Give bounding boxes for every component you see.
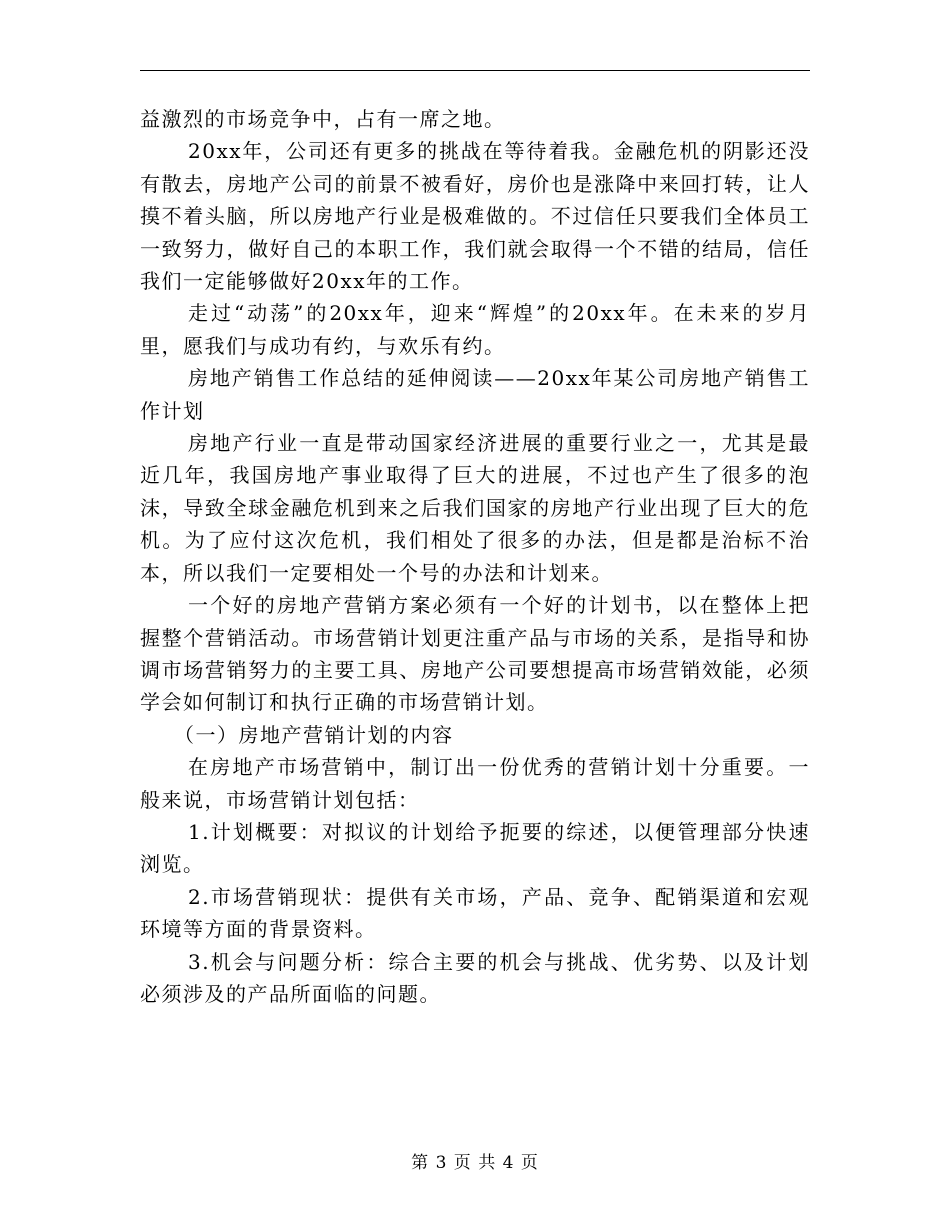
paragraph: 房地产销售工作总结的延伸阅读——20xx年某公司房地产销售工作计划 bbox=[140, 366, 810, 423]
page-number-footer: 第 3 页 共 4 页 bbox=[411, 1153, 539, 1173]
header-rule bbox=[140, 70, 810, 71]
document-body bbox=[140, 103, 810, 1010]
paragraph: 一个好的房地产营销方案必须有一个好的计划书，以在整体上把握整个营销活动。市场营销计划更注重产品与市场的关系，是指导和协调市场营销努力的主要工具、房地产公司要想提高市场营销效能，必须学会如何制订和执行正确的市场营销计划。 bbox=[140, 593, 810, 715]
list-item: 1.计划概要：对拟议的计划给予扼要的综述，以便管理部分快速浏览。 bbox=[140, 819, 810, 877]
paragraph: 房地产行业一直是带动国家经济进展的重要行业之一，尤其是最近几年，我国房地产事业取得了巨大的进展，不过也产生了很多的泡沫，导致全球金融危机到来之后我们国家的房地产行业出现了巨大的危机。为了应付这次危机，我们相处了很多的办法，但是都是治标不治本，所以我们一定要相处一个号的办法和计划来。 bbox=[140, 431, 810, 585]
paragraph: 在房地产市场营销中，制订出一份优秀的营销计划十分重要。一般来说，市场营销计划包括： bbox=[140, 755, 810, 812]
paragraph: 20xx年，公司还有更多的挑战在等待着我。金融危机的阴影还没有散去，房地产公司的前景不被看好，房价也是涨降中来回打转，让人摸不着头脑，所以房地产行业是极难做的。不过信任只要我们全体员工一致努力，做好自己的本职工作，我们就会取得一个不错的结局，信任我们一定能够做好20xx年的工作。 bbox=[140, 139, 810, 294]
paragraph: 走过“动荡”的20xx年，迎来“辉煌”的20xx年。在未来的岁月里，愿我们与成功有约，与欢乐有约。 bbox=[140, 301, 810, 358]
paragraph: 益激烈的市场竞争中，占有一席之地。 bbox=[140, 107, 506, 131]
list-item: 2.市场营销现状：提供有关市场，产品、竞争、配销渠道和宏观环境等方面的背景资料。 bbox=[140, 884, 810, 942]
list-item: 3.机会与问题分析：综合主要的机会与挑战、优劣势、以及计划必须涉及的产品所面临的问题。 bbox=[140, 949, 810, 1006]
section-heading: （一）房地产营销计划的内容 bbox=[174, 722, 454, 747]
